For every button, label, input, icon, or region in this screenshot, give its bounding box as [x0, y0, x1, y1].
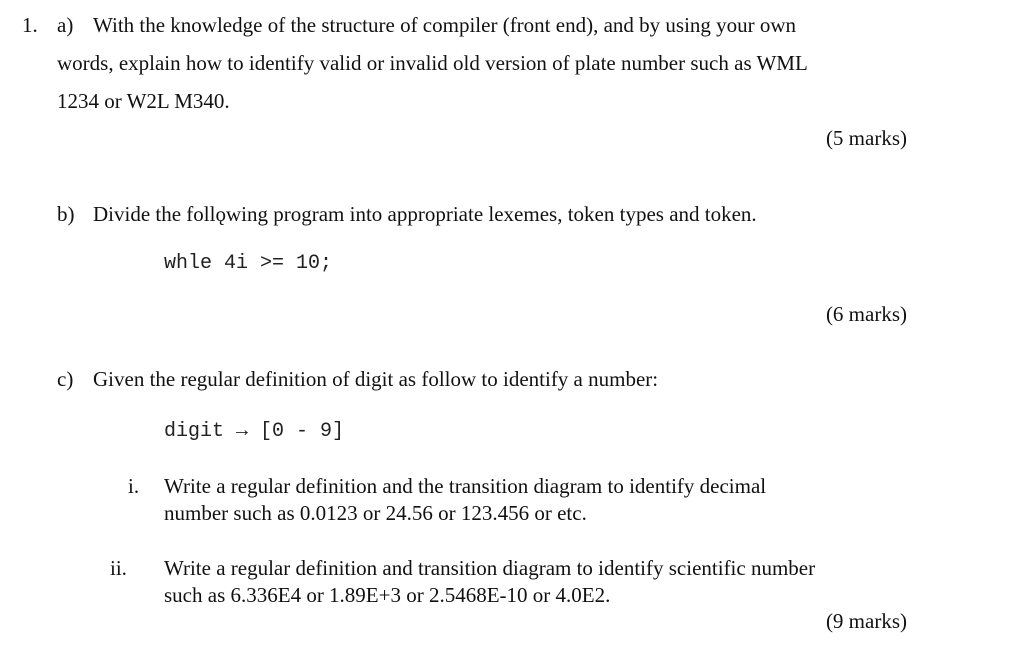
part-a-line-2: words, explain how to identify valid or invalid old version of plate number such as WML — [57, 51, 808, 75]
part-a-line-3: 1234 or W2L M340. — [57, 89, 230, 113]
part-a-label: a) — [57, 13, 74, 37]
subpart-i-line-1: Write a regular definition and the transition diagram to identify decimal — [164, 474, 767, 498]
part-c-label: c) — [57, 367, 74, 391]
subpart-i-line-2: number such as 0.0123 or 24.56 or 123.456 or etc. — [164, 501, 587, 525]
subpart-ii-line-2: such as 6.336E4 or 1.89E+3 or 2.5468E-10 or 4.0E2. — [164, 583, 611, 607]
part-b-code: whle 4i >= 10; — [164, 252, 333, 275]
part-b-label: b) — [57, 202, 75, 226]
part-a-marks: (5 marks) — [825, 126, 907, 150]
part-c-code: digit → [0 - 9] — [164, 420, 345, 443]
subpart-ii-line-1: Write a regular definition and transition diagram to identify scientific number — [164, 556, 816, 580]
part-c-text: Given the regular definition of digit as follow to identify a number: — [93, 367, 659, 391]
part-c-marks: (9 marks) — [825, 609, 907, 633]
subpart-ii-label: ii. — [110, 556, 127, 580]
subpart-i-label: i. — [128, 474, 140, 498]
part-b-marks: (6 marks) — [825, 302, 907, 326]
question-number: 1. — [22, 13, 38, 37]
part-b-text: Divide the follǫwing program into appropriate lexemes, token types and token. — [93, 202, 757, 226]
part-a-line-1: With the knowledge of the structure of compiler (front end), and by using your own — [93, 13, 797, 37]
